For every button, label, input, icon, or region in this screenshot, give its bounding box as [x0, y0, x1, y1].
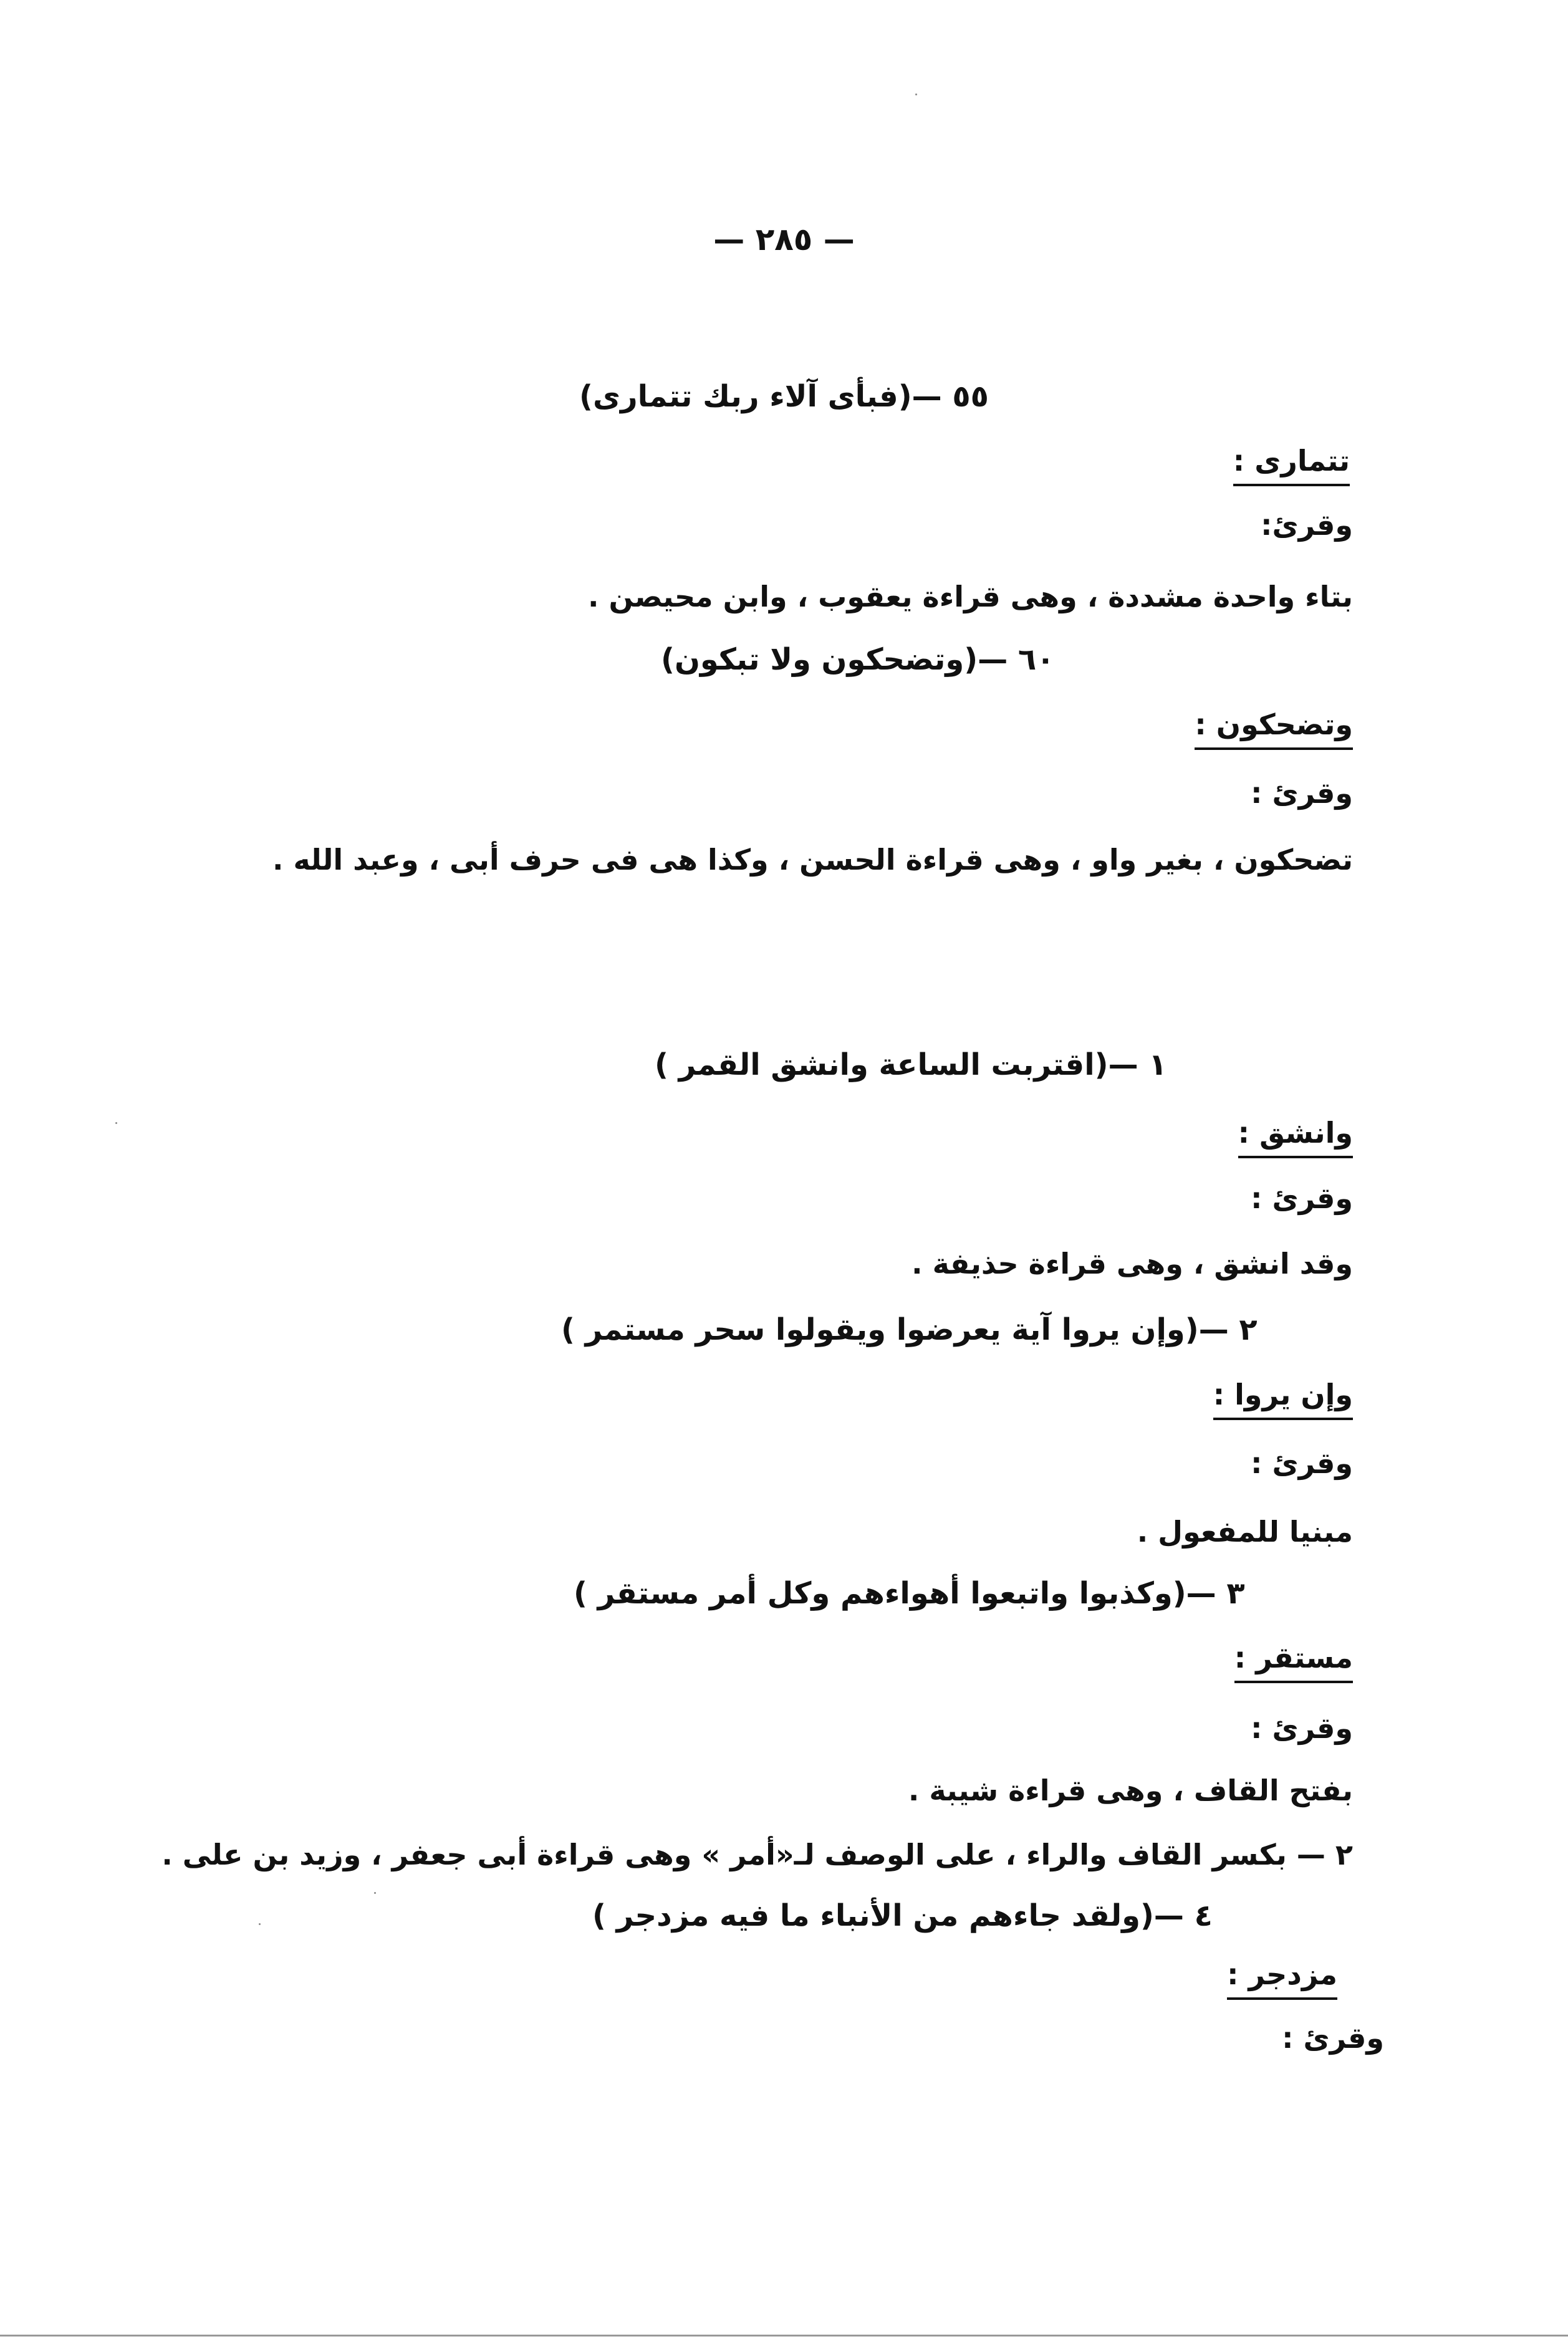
keyword-inshaqq: وانشق : — [1238, 1116, 1353, 1158]
verse-60: ٦٠ —(وتضحكون ولا تبكون) — [661, 642, 1055, 677]
keyword-tadhakun: وتضحكون : — [1195, 708, 1353, 750]
reading-text-4: مبنيا للمفعول . — [1137, 1515, 1353, 1549]
scan-speck — [374, 1892, 376, 1894]
reading-text-5b: ٢ — بكسر القاف والراء ، على الوصف لـ«أمر » وهى قراءة أبى جعفر ، وزيد بن على . — [161, 1838, 1353, 1871]
verse-55: ٥٥ —(فبأى آلاء ربك تتمارى) — [579, 379, 989, 414]
qurie-label-4: وقرئ : — [1251, 1446, 1353, 1480]
verse-3: ٣ —(وكذبوا واتبعوا أهواءهم وكل أمر مستقر ) — [574, 1576, 1245, 1611]
qurie-label-2: وقرئ : — [1251, 776, 1353, 810]
bottom-edge-rule — [0, 2335, 1568, 2337]
qurie-label-1: وقرئ: — [1261, 508, 1353, 542]
scan-speck — [259, 1923, 261, 1925]
page-number: — ٢٨٥ — — [713, 221, 855, 257]
qurie-label-6: وقرئ : — [1282, 2021, 1384, 2055]
verse-1: ١ —(اقتربت الساعة وانشق القمر ) — [655, 1047, 1167, 1082]
reading-text-3: وقد انشق ، وهى قراءة حذيفة . — [911, 1247, 1353, 1280]
verse-2: ٢ —(وإن يروا آية يعرضوا ويقولوا سحر مستمر ) — [561, 1312, 1258, 1347]
reading-text-5a: بفتح القاف ، وهى قراءة شيبة . — [908, 1774, 1353, 1807]
qurie-label-3: وقرئ : — [1251, 1181, 1353, 1215]
qurie-label-5: وقرئ : — [1251, 1711, 1353, 1745]
keyword-tatamara: تتمارى : — [1233, 444, 1350, 486]
keyword-wa-in-yaraw: وإن يروا : — [1213, 1378, 1353, 1420]
keyword-mustaqirr: مستقر : — [1234, 1641, 1353, 1683]
verse-4: ٤ —(ولقد جاءهم من الأنباء ما فيه مزدجر ) — [592, 1898, 1213, 1933]
reading-text-1: بتاء واحدة مشددة ، وهى قراءة يعقوب ، وابن محيصن . — [587, 580, 1353, 613]
keyword-muzdajar: مزدجر : — [1227, 1957, 1337, 2000]
reading-text-2: تضحكون ، بغير واو ، وهى قراءة الحسن ، وكذا هى فى حرف أبى ، وعبد الله . — [272, 843, 1353, 877]
scan-speck — [115, 1122, 117, 1124]
scan-speck — [915, 94, 917, 95]
